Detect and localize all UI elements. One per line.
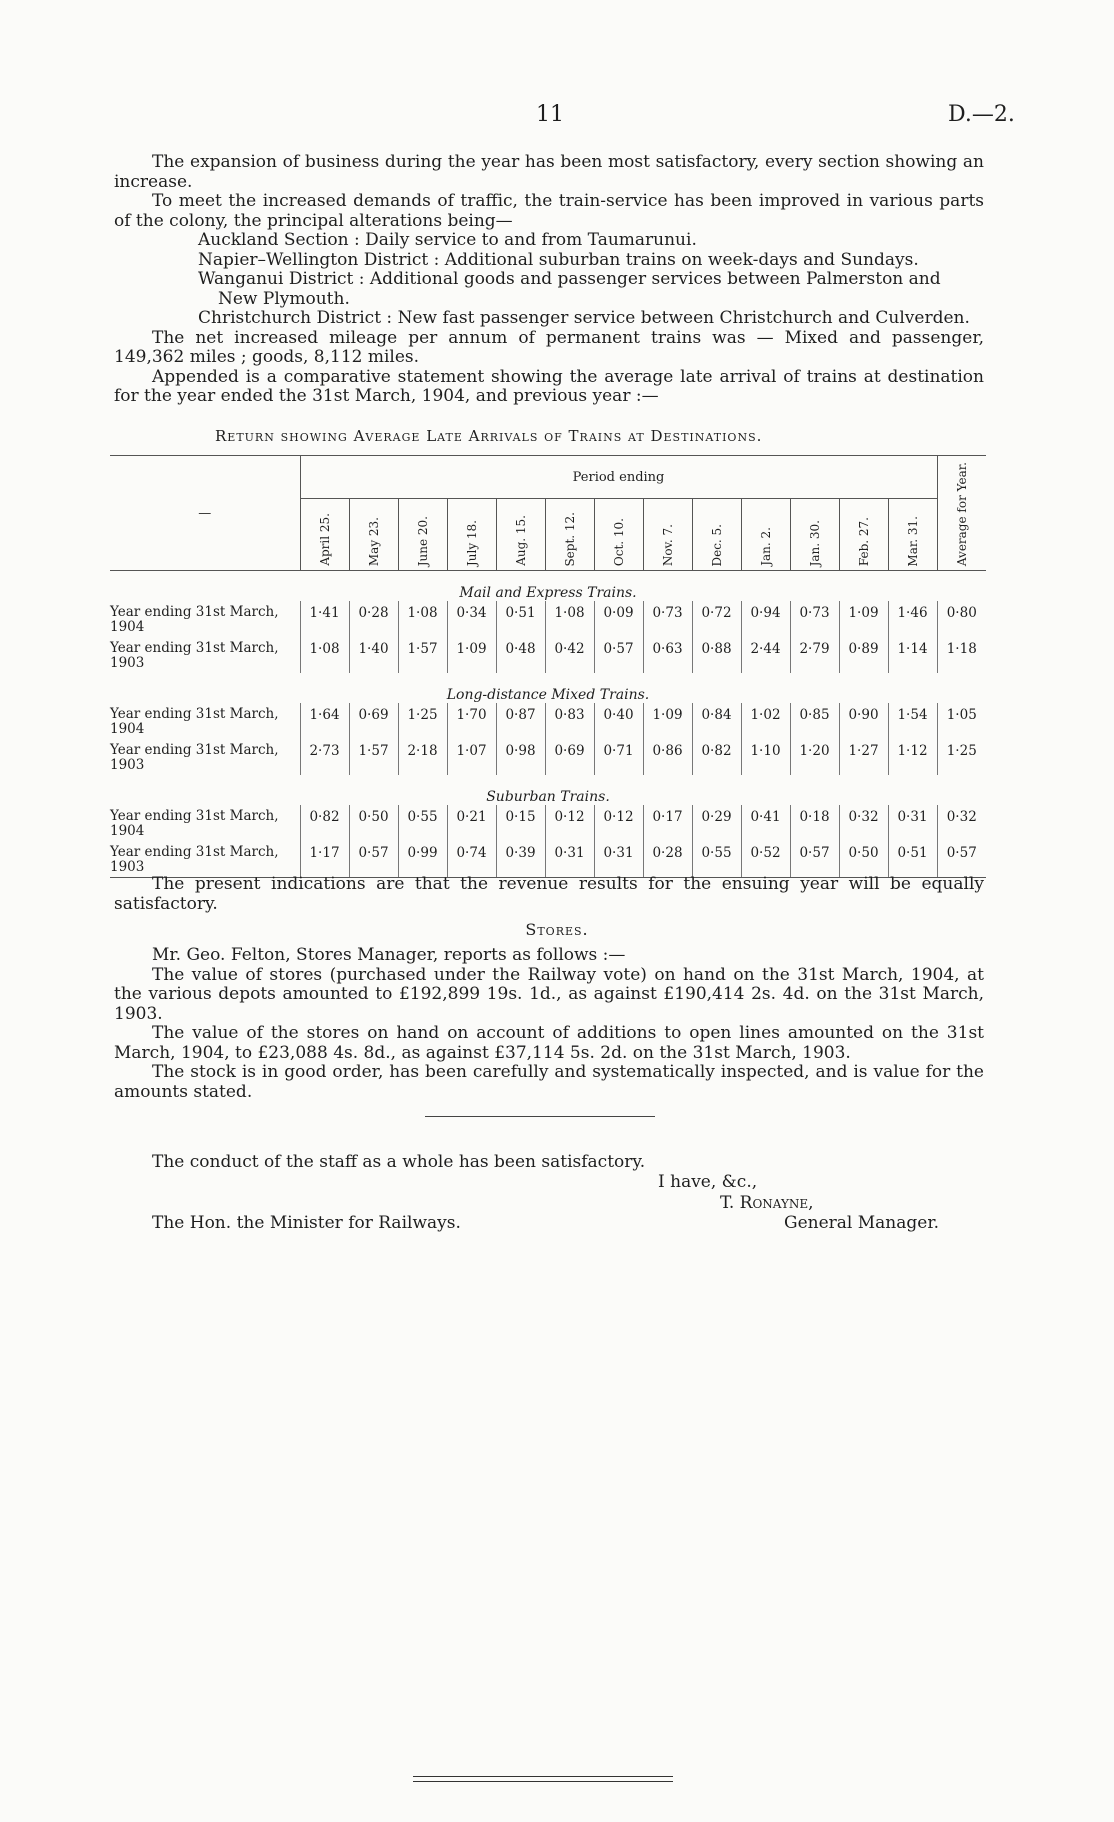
end-rule-top (413, 1776, 673, 1777)
average-cell: 1·25 (937, 739, 986, 775)
value-cell: 0·17 (643, 805, 692, 841)
value-cell: 1·20 (790, 739, 839, 775)
table-row (110, 601, 986, 637)
value-cell: 1·57 (398, 637, 447, 673)
value-cell: 0·18 (790, 805, 839, 841)
value-cell: 0·34 (447, 601, 496, 637)
signatory-title: General Manager. (784, 1213, 939, 1233)
table-row (110, 841, 986, 878)
alteration-auckland: Auckland Section : Daily service to and from Taumarunui. (198, 230, 697, 250)
value-cell: 1·08 (545, 601, 594, 637)
value-cell: 0·51 (496, 601, 545, 637)
value-cell: 0·85 (790, 703, 839, 739)
value-cell: 0·57 (790, 841, 839, 878)
row-label: Year ending 31st March, 1903 (110, 742, 279, 774)
value-cell: 1·25 (398, 703, 447, 739)
alteration-napier: Napier–Wellington District : Additional suburban trains on week-days and Sundays. (198, 249, 919, 270)
value-cell: 1·46 (888, 601, 937, 637)
appended-paragraph: Appended is a comparative statement showing the average late arrival of trains at destination for the year ended the 31st March, 1904, and previous year :— (114, 366, 984, 406)
average-header: Average for Year. (937, 456, 986, 571)
value-cell: 0·73 (643, 601, 692, 637)
value-cell: 0·31 (594, 841, 643, 878)
month-header: May 23. (349, 499, 398, 571)
value-cell: 2·73 (300, 739, 349, 775)
value-cell: 0·09 (594, 601, 643, 637)
value-cell: 0·31 (545, 841, 594, 878)
value-cell: 0·89 (839, 637, 888, 673)
month-header: Jan. 30. (790, 499, 839, 571)
value-cell: 0·21 (447, 805, 496, 841)
value-cell: 0·12 (545, 805, 594, 841)
stores-paragraph-1: Mr. Geo. Felton, Stores Manager, reports as follows :— (152, 945, 626, 965)
value-cell: 0·84 (692, 703, 741, 739)
month-header: Nov. 7. (643, 499, 692, 571)
month-header: Mar. 31. (888, 499, 937, 571)
period-ending-header: Period ending (300, 456, 937, 499)
month-header: Feb. 27. (839, 499, 888, 571)
stores-section (114, 946, 984, 1102)
stores-paragraph-4: The stock is in good order, has been carefully and systematically inspected, and is value for the amounts stated. (114, 1062, 984, 1102)
value-cell: 0·55 (692, 841, 741, 878)
addressee: The Hon. the Minister for Railways. (152, 1213, 461, 1233)
intro-paragraph-1: The expansion of business during the year has been most satisfactory, every section showing an increase. (114, 152, 984, 192)
document-reference: D.—2. (948, 102, 1015, 127)
value-cell: 1·10 (741, 739, 790, 775)
average-cell: 0·57 (937, 841, 986, 878)
average-cell: 1·18 (937, 637, 986, 673)
month-header: Dec. 5. (692, 499, 741, 571)
month-header: Jan. 2. (741, 499, 790, 571)
value-cell: 0·40 (594, 703, 643, 739)
value-cell: 0·57 (349, 841, 398, 878)
row-label: Year ending 31st March, 1904 (110, 808, 279, 840)
value-cell: 1·41 (300, 601, 349, 637)
value-cell: 0·50 (839, 841, 888, 878)
value-cell: 1·09 (447, 637, 496, 673)
month-header: April 25. (300, 499, 349, 571)
value-cell: 1·02 (741, 703, 790, 739)
average-cell: 0·80 (937, 601, 986, 637)
value-cell: 0·90 (839, 703, 888, 739)
row-label: Year ending 31st March, 1904 (110, 706, 279, 738)
value-cell: 1·14 (888, 637, 937, 673)
value-cell: 0·28 (349, 601, 398, 637)
value-cell: 0·69 (545, 739, 594, 775)
month-header: Oct. 10. (594, 499, 643, 571)
after-table-section (114, 875, 984, 914)
average-cell: 1·05 (937, 703, 986, 739)
average-cell: 0·32 (937, 805, 986, 841)
value-cell: 1·57 (349, 739, 398, 775)
month-header: July 18. (447, 499, 496, 571)
value-cell: 0·57 (594, 637, 643, 673)
intro-section (114, 153, 984, 407)
value-cell: 0·82 (692, 739, 741, 775)
value-cell: 0·51 (888, 841, 937, 878)
alteration-christchurch: Christchurch District : New fast passenger service between Christchurch and Culverden. (198, 308, 970, 328)
value-cell: 1·70 (447, 703, 496, 739)
value-cell: 1·07 (447, 739, 496, 775)
value-cell: 1·08 (398, 601, 447, 637)
signatory-name: T. Ronayne, (720, 1193, 814, 1213)
group-title: Mail and Express Trains. (459, 585, 637, 602)
alteration-wanganui: Wanganui District : Additional goods and passenger services between Palmerston and New Plymouth. (198, 269, 941, 309)
value-cell: 0·52 (741, 841, 790, 878)
value-cell: 0·41 (741, 805, 790, 841)
value-cell: 0·83 (545, 703, 594, 739)
value-cell: 2·18 (398, 739, 447, 775)
value-cell: 0·32 (839, 805, 888, 841)
value-cell: 1·27 (839, 739, 888, 775)
closing-salutation: I have, &c., (658, 1172, 758, 1192)
conduct-line: The conduct of the staff as a whole has been satisfactory. (152, 1152, 646, 1172)
value-cell: 2·79 (790, 637, 839, 673)
value-cell: 0·88 (692, 637, 741, 673)
table-row (110, 637, 986, 673)
value-cell: 0·55 (398, 805, 447, 841)
table-caption: Return showing Average Late Arrivals of Trains at Destinations. (215, 427, 763, 445)
value-cell: 0·42 (545, 637, 594, 673)
value-cell: 1·17 (300, 841, 349, 878)
value-cell: 1·12 (888, 739, 937, 775)
value-cell: 2·44 (741, 637, 790, 673)
value-cell: 0·48 (496, 637, 545, 673)
value-cell: 0·99 (398, 841, 447, 878)
page-number: 11 (536, 102, 564, 127)
value-cell: 0·82 (300, 805, 349, 841)
stores-paragraph-2: The value of stores (purchased under the Railway vote) on hand on the 31st March, 1904, at the various depots amounted to £192,899 19s. 1d., as against £190,414 2s. 4d. on the 31st March, 1903. (114, 964, 984, 1024)
section-divider (425, 1116, 655, 1117)
value-cell: 0·12 (594, 805, 643, 841)
value-cell: 1·09 (839, 601, 888, 637)
row-label: Year ending 31st March, 1903 (110, 841, 300, 878)
table-row (110, 739, 986, 775)
value-cell: 0·28 (643, 841, 692, 878)
value-cell: 0·63 (643, 637, 692, 673)
value-cell: 0·29 (692, 805, 741, 841)
value-cell: 0·73 (790, 601, 839, 637)
value-cell: 0·39 (496, 841, 545, 878)
table-corner: — (198, 505, 212, 521)
value-cell: 0·94 (741, 601, 790, 637)
late-arrivals-table (110, 455, 986, 878)
value-cell: 0·50 (349, 805, 398, 841)
row-label: Year ending 31st March, 1904 (110, 604, 279, 636)
table-row (110, 805, 986, 841)
value-cell: 1·64 (300, 703, 349, 739)
month-header: June 20. (398, 499, 447, 571)
stores-heading: Stores. (525, 920, 589, 939)
table-row (110, 703, 986, 739)
value-cell: 0·98 (496, 739, 545, 775)
group-title: Long-distance Mixed Trains. (446, 687, 650, 704)
month-header: Aug. 15. (496, 499, 545, 571)
row-label: Year ending 31st March, 1903 (110, 640, 279, 672)
value-cell: 1·40 (349, 637, 398, 673)
intro-paragraph-2: To meet the increased demands of traffic, the train-service has been improved in various parts of the colony, the principal alterations being— (114, 191, 984, 231)
stores-paragraph-3: The value of the stores on hand on account of additions to open lines amounted on the 31st March, 1904, to £23,088 4s. 8d., as against £37,114 5s. 2d. on the 31st March, 1903. (114, 1023, 984, 1063)
value-cell: 0·74 (447, 841, 496, 878)
month-header: Sept. 12. (545, 499, 594, 571)
indications-paragraph: The present indications are that the revenue results for the ensuing year will be equally satisfactory. (114, 874, 984, 914)
value-cell: 1·08 (300, 637, 349, 673)
value-cell: 0·72 (692, 601, 741, 637)
value-cell: 1·09 (643, 703, 692, 739)
value-cell: 0·15 (496, 805, 545, 841)
group-title: Suburban Trains. (486, 789, 610, 806)
value-cell: 0·71 (594, 739, 643, 775)
end-rule-bottom (413, 1781, 673, 1782)
value-cell: 0·31 (888, 805, 937, 841)
mileage-paragraph: The net increased mileage per annum of permanent trains was — Mixed and passenger, 149,362 miles ; goods, 8,112 miles. (114, 327, 984, 367)
value-cell: 0·87 (496, 703, 545, 739)
value-cell: 0·86 (643, 739, 692, 775)
value-cell: 0·69 (349, 703, 398, 739)
value-cell: 1·54 (888, 703, 937, 739)
